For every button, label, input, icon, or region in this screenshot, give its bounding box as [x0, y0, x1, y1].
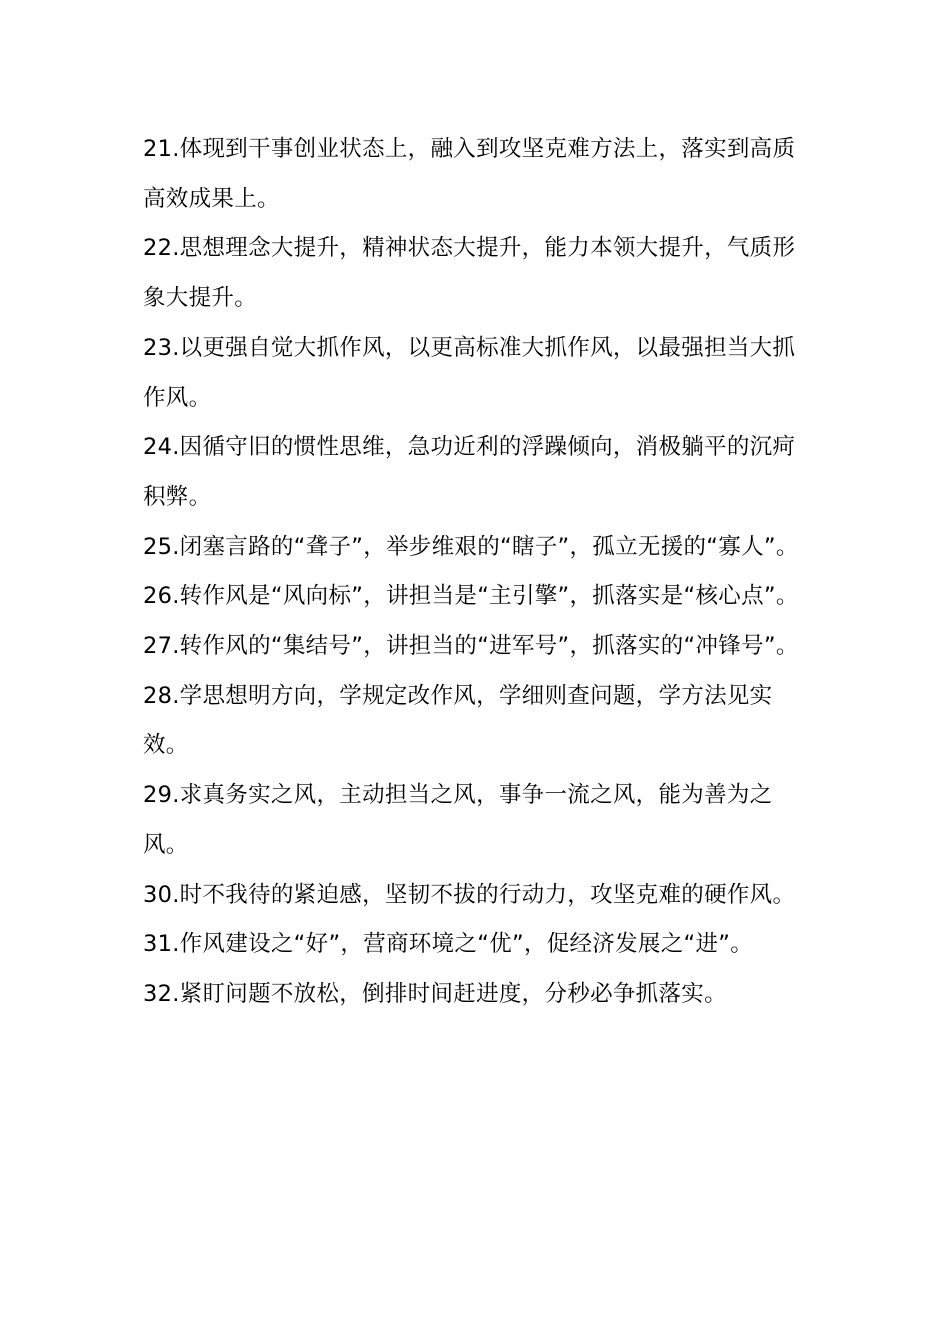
- list-item: 25.闭塞言路的“聋子”，举步维艰的“瞎子”，孤立无援的“寡人”。: [143, 533, 799, 560]
- list-item: 31.作风建设之“好”，营商环境之“优”，促经济发展之“进”。: [143, 931, 754, 958]
- list-item: 21.体现到干事创业状态上，融入到攻坚克难方法上，落实到高质高效成果上。: [143, 136, 796, 212]
- list-item: 26.转作风是“风向标”，讲担当是“主引擎”，抓落实是“核心点”。: [143, 583, 799, 610]
- list-item: 23.以更强自觉大抓作风，以更高标准大抓作风，以最强担当大抓作风。: [143, 334, 796, 411]
- list-item: 29.求真务实之风，主动担当之风，事争一流之风，能为善为之风。: [143, 782, 773, 858]
- list-item: 32.紧盯问题不放松，倒排时间赶进度，分秒必争抓落实。: [143, 980, 727, 1007]
- list-item: 28.学思想明方向，学规定改作风，学细则查问题，学方法见实效。: [143, 682, 773, 759]
- list-item: 22.思想理念大提升，精神状态大提升，能力本领大提升，气质形象大提升。: [143, 235, 796, 312]
- list-item: 24.因循守旧的惯性思维，急功近利的浮躁倾向，消极躺平的沉疴积弊。: [143, 434, 796, 510]
- document-body: [143, 125, 815, 1020]
- list-item: 30.时不我待的紧迫感，坚韧不拔的行动力，攻坚克难的硬作风。: [143, 881, 796, 908]
- list-item: 27.转作风的“集结号”，讲担当的“进军号”，抓落实的“冲锋号”。: [143, 633, 799, 660]
